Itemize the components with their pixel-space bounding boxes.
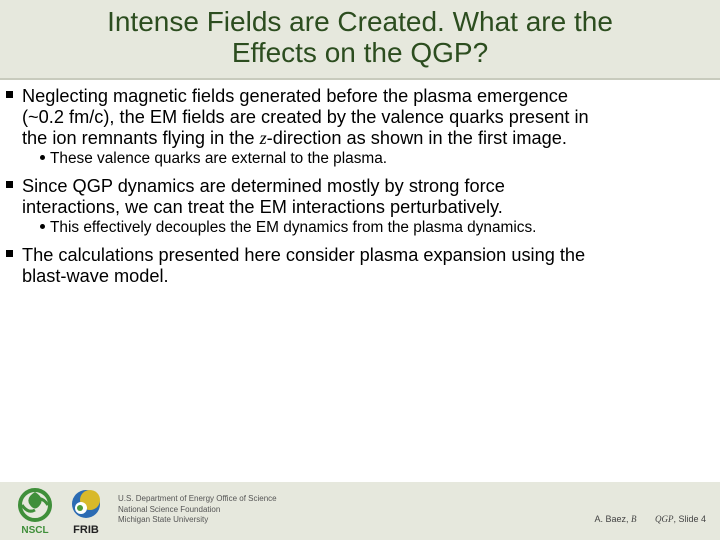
agency-line-1: U.S. Department of Energy Office of Science [118, 494, 277, 503]
slide-number: , Slide 4 [673, 514, 706, 524]
frib-label: FRIB [73, 524, 99, 536]
slide-author: A. Baez, [594, 514, 631, 524]
slide-body [6, 86, 712, 295]
bullet-3-line-2: blast-wave model. [22, 266, 169, 286]
slide-symbol: B⃗ ∊ QGP [630, 514, 674, 524]
bullet-1-line-3-a: the ion remnants flying in the [22, 128, 260, 148]
slide-title-line-1: Intense Fields are Created. What are the [107, 6, 613, 37]
bullet-2-sub-text: This effectively decouples the EM dynamics from the plasma dynamics. [50, 219, 537, 236]
nscl-label: NSCL [21, 525, 49, 536]
bullet-2-line-2: interactions, we can treat the EM interactions perturbatively. [22, 197, 503, 217]
bullet-1-line-2: (~0.2 fm/c), the EM fields are created by the valence quarks present in [22, 107, 589, 127]
square-bullet-icon [6, 91, 13, 98]
square-bullet-icon [6, 181, 13, 188]
agency-line-3: Michigan State University [118, 515, 209, 524]
bullet-1-sub-text: These valence quarks are external to the plasma. [50, 150, 388, 167]
title-divider [0, 78, 720, 80]
bullet-1-line-3-b: -direction as shown in the first image. [266, 128, 567, 148]
bullet-1-sub [22, 149, 712, 168]
bullet-3-line-1: The calculations presented here consider plasma expansion using the [22, 245, 586, 265]
square-bullet-icon [6, 250, 13, 257]
bullet-2-line-1: Since QGP dynamics are determined mostly by strong force [22, 176, 505, 196]
agency-credits [118, 494, 277, 526]
agency-line-2: National Science Foundation [118, 504, 221, 514]
bullet-1-line-3 [22, 128, 712, 149]
bullet-1-line-1: Neglecting magnetic fields generated before the plasma emergence [22, 86, 568, 106]
bullet-2 [6, 176, 712, 237]
nscl-logo [10, 486, 60, 536]
round-bullet-icon [40, 155, 45, 160]
bullet-1 [6, 86, 712, 168]
z-variable: z [259, 128, 267, 148]
title-band [0, 0, 720, 78]
bullet-2-sub [22, 218, 712, 237]
slide-title [0, 6, 720, 68]
bullet-3 [6, 245, 712, 287]
frib-logo [64, 486, 108, 536]
slide-footer-info [594, 514, 706, 524]
round-bullet-icon [40, 224, 45, 229]
slide-title-line-2: Effects on the QGP? [231, 37, 489, 68]
footer-band [0, 482, 720, 540]
